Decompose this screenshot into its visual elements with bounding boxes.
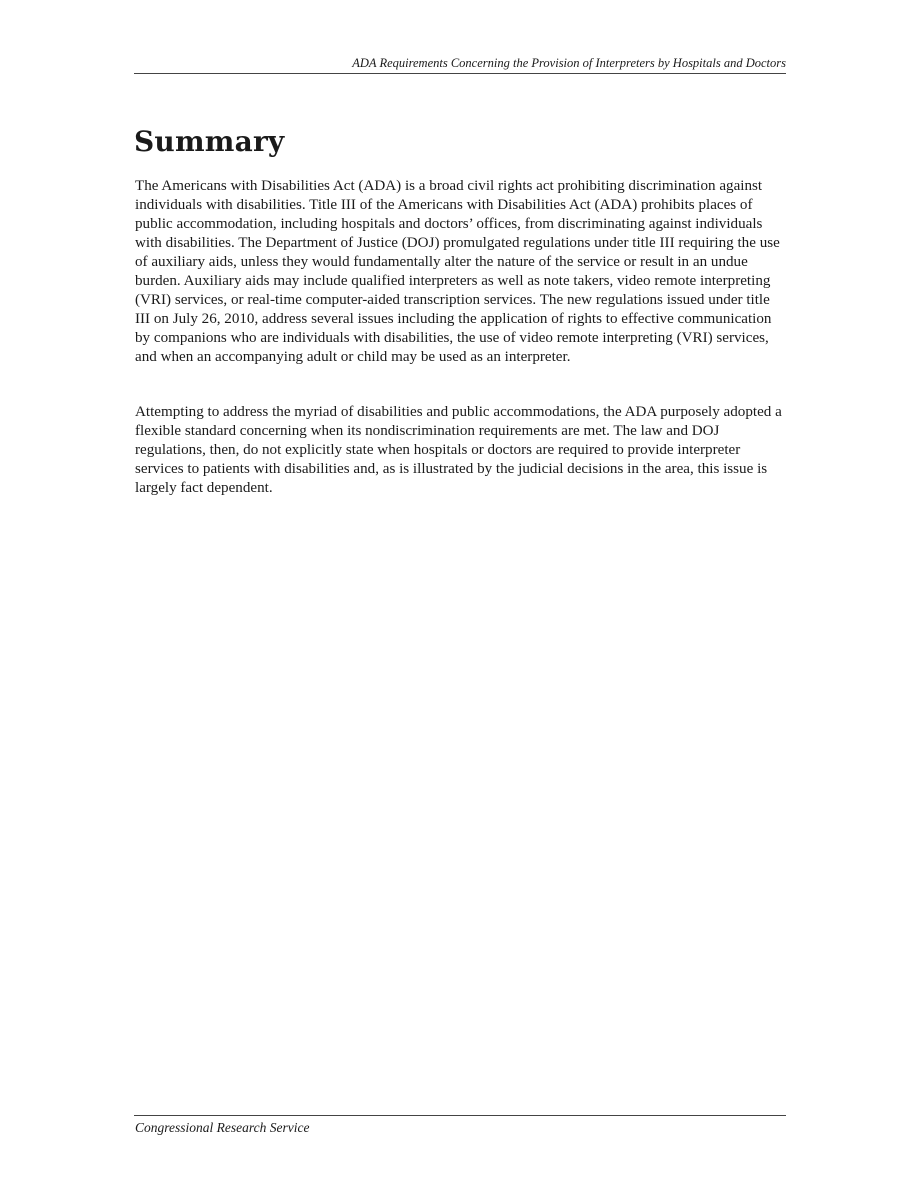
summary-paragraph-1: The Americans with Disabilities Act (ADA) is a broad civil rights act prohibiting discrimination against individuals with disabilities. Title III of the Americans with Disabilities Act (ADA) prohibits places of public accommodation, including hospitals and doctors’ offices, from discriminating against individuals with disabilities. The Department of Justice (DOJ) promulgated regulations under title III requiring the use of auxiliary aids, unless they would fundamentally alter the nature of the service or result in an undue burden. Auxiliary aids may include qualified interpreters as well as note takers, video remote interpreting (VRI) services, or real-time computer-aided transcription services. The new regulations issued under title III on July 26, 2010, address several issues including the application of rights to effective communication by companions who are individuals with disabilities, the use of video remote interpreting (VRI) services, and when an accompanying adult or child may be used as an interpreter.	[135, 178, 780, 365]
running-footer: Congressional Research Service	[135, 1120, 310, 1135]
section-title: Summary	[134, 125, 285, 158]
running-header: ADA Requirements Concerning the Provision of Interpreters by Hospitals and Doctors	[352, 56, 786, 70]
footer-rule	[134, 1115, 786, 1116]
summary-paragraph-2: Attempting to address the myriad of disabilities and public accommodations, the ADA purposely adopted a flexible standard concerning when its nondiscrimination requirements are met. The law and DOJ regulations, then, do not explicitly state when hospitals or doctors are required to provide interpreter services to patients with disabilities and, as is illustrated by the judicial decisions in the area, this issue is largely fact dependent.	[135, 404, 782, 496]
header-rule	[134, 73, 786, 74]
